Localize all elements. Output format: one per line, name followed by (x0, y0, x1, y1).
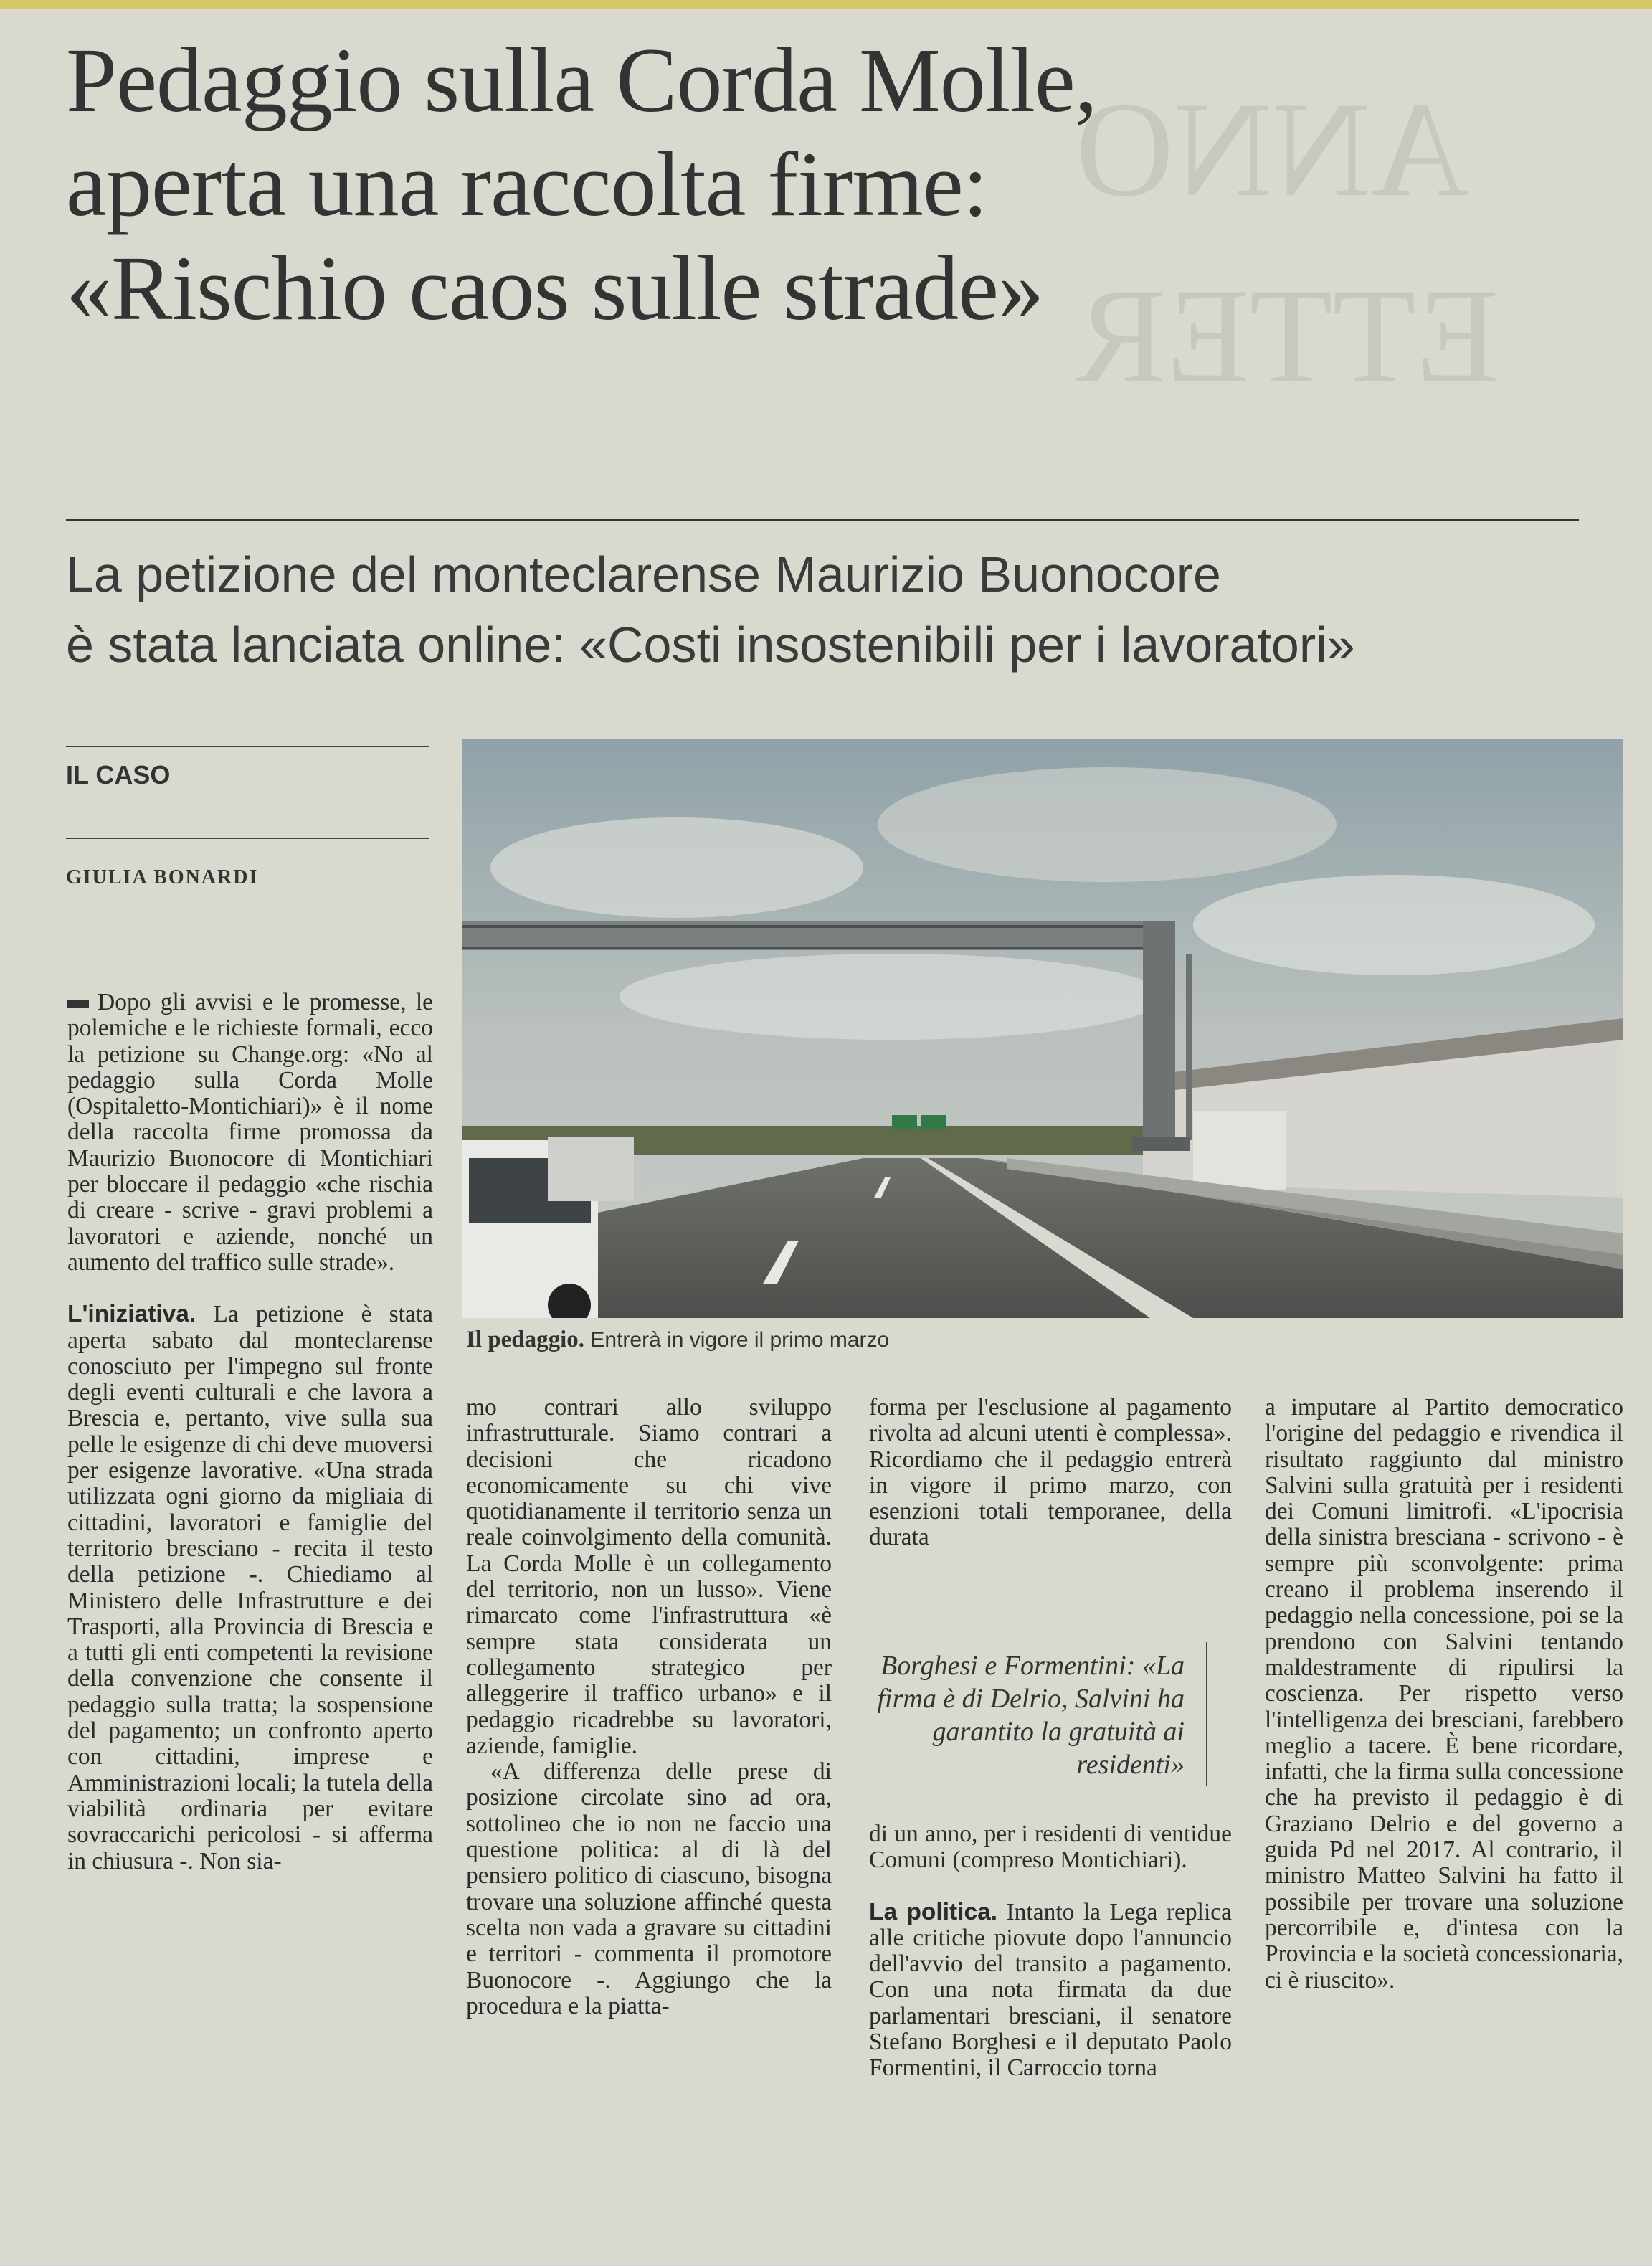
subheadline-line: La petizione del monteclarense Maurizio Buonocore (66, 546, 1221, 602)
body-paragraph: forma per l'esclusione al pagamento rivolta ad alcuni utenti è complessa». Ricordiamo che il pedaggio entrerà in vigore il primo marzo, con esenzioni totali temporanee, della durata (869, 1394, 1232, 1551)
article-column-1 (67, 990, 433, 1874)
headline-line: «Rischio caos sulle strade» (66, 237, 1043, 339)
section-lead-politica: La politica. (869, 1898, 998, 1925)
pull-quote: Borghesi e Formentini: «La firma è di Delrio, Salvini ha garantito la gratuità ai residenti» (877, 1651, 1185, 1780)
headline-line: aperta una raccolta firme: (66, 133, 988, 235)
author-byline: GIULIA BONARDI (66, 866, 259, 888)
photo-caption (466, 1327, 889, 1353)
article-column-3-continued (869, 1821, 1232, 2082)
article-column-3 (869, 1395, 1232, 1551)
article-column-2 (466, 1395, 832, 2019)
kicker-rule-bottom (66, 838, 429, 839)
subheadline-line: è stata lanciata online: «Costi insostenibili per i lavoratori» (66, 617, 1355, 673)
bleed-through-text: ANNO (1076, 75, 1469, 225)
body-paragraph: di un anno, per i residenti di ventidue Comuni (compreso Montichiari). (869, 1821, 1232, 1874)
body-paragraph: «A differenza delle prese di posizione circolate sino ad ora, sottolineo che io non ne faccio una questione politica: al di là del pensiero politico di ciascuno, bisogna trovare una soluzione affinché questa scelta non vada a gravare su cittadini e territori - commenta il promotore Buonocore -. Aggiungo che la procedura e la piatta- (466, 1758, 832, 2019)
section-kicker: IL CASO (66, 760, 171, 790)
subheadline (66, 539, 1608, 680)
headline (66, 29, 1572, 341)
top-color-band (0, 0, 1652, 9)
bleed-through-text: ETTER (1076, 261, 1499, 412)
pull-quote-rule (1206, 1642, 1207, 1786)
article-column-4 (1265, 1395, 1623, 1994)
paragraph-bullet-icon (67, 1000, 89, 1008)
body-paragraph: La petizione è stata aperta sabato dal monteclarense conosciuto per l'impegno sul fronte degli eventi culturali e che lavora a Brescia e, pertanto, vive sulla sua pelle le esigenze di chi deve muoversi per esigenze lavorative. «Una strada utilizzata ogni giorno da migliaia di cittadini, lavoratori e famiglie del territorio bresciano - recita il testo della petizione -. Chiediamo al Ministero delle Infrastrutture e dei Trasporti, alla Provincia di Brescia e a tutti gli enti competenti la revisione della convenzione che consente il pedaggio sulla tratta; la sospensione del pagamento; un confronto aperto con cittadini, imprese e Amministrazioni locali; la tutela della viabilità ordinaria per evitare sovraccarichi pericolosi - si afferma in chiusura -. Non sia- (67, 1301, 434, 1874)
kicker-rule-top (66, 746, 429, 747)
highway-toll-gantry-image (462, 739, 1623, 1318)
headline-line: Pedaggio sulla Corda Molle, (66, 29, 1097, 131)
intro-paragraph: Dopo gli avvisi e le promesse, le polemiche e le richieste formali, ecco la petizione su Change.org: «No al pedaggio sulla Corda Molle (Ospitaletto-Montichiari)» è il nome della raccolta firme promossa da Maurizio Buonocore di Montichiari per bloccare il pedaggio «che rischia di creare - scrive - gravi problemi a lavoratori e aziende, nonché un aumento del traffico sulle strade». (67, 989, 433, 1276)
headline-divider (66, 519, 1579, 521)
body-paragraph: Intanto la Lega replica alle critiche piovute dopo l'annuncio dell'avvio del transito a pagamento. Con una nota firmata da due parlamentari bresciani, il senatore Stefano Borghesi e il deputato Paolo Formentini, il Carroccio torna (869, 1898, 1233, 2082)
toll-gantry-photo (462, 739, 1623, 1318)
body-paragraph: a imputare al Partito democratico l'origine del pedaggio e rivendica il risultato raggiunto dal ministro Salvini sulla gratuità per i residenti dei Comuni limitrofi. «L'ipocrisia della sinistra bresciana - scrivono - è sempre più sconvolgente: prima creano il problema inserendo il pedaggio nella concessione, poi se la prendono con Salvini tentando maldestramente di ripulirsi la coscienza. Per rispetto verso l'intelligenza dei bresciani, farebbero meglio a tacere. È bene ricordare, infatti, che la firma sulla concessione che ha previsto il pedaggio è di Graziano Delrio e del governo a guida Pd nel 2017. Al contrario, il ministro Matteo Salvini ha fatto il possibile per trovare una soluzione percorribile e, d'intesa con la Provincia e la società concessionaria, ci è riuscito». (1265, 1394, 1623, 1994)
caption-label: Il pedaggio. (466, 1327, 585, 1352)
section-lead-iniziativa: L'iniziativa. (67, 1301, 196, 1328)
caption-text: Entrerà in vigore il primo marzo (590, 1328, 890, 1352)
body-paragraph: mo contrari allo sviluppo infrastrutturale. Siamo contrari a decisioni che ricadono economicamente su chi vive quotidianamente il territorio senza un reale coinvolgimento della comunità. La Corda Molle è un collegamento del territorio, non un lusso». Viene rimarcato come l'infrastruttura «è sempre stata considerata un collegamento strategico per alleggerire il traffico urbano» e il pedaggio ricadrebbe su lavoratori, aziende, famiglie. (466, 1394, 832, 1759)
